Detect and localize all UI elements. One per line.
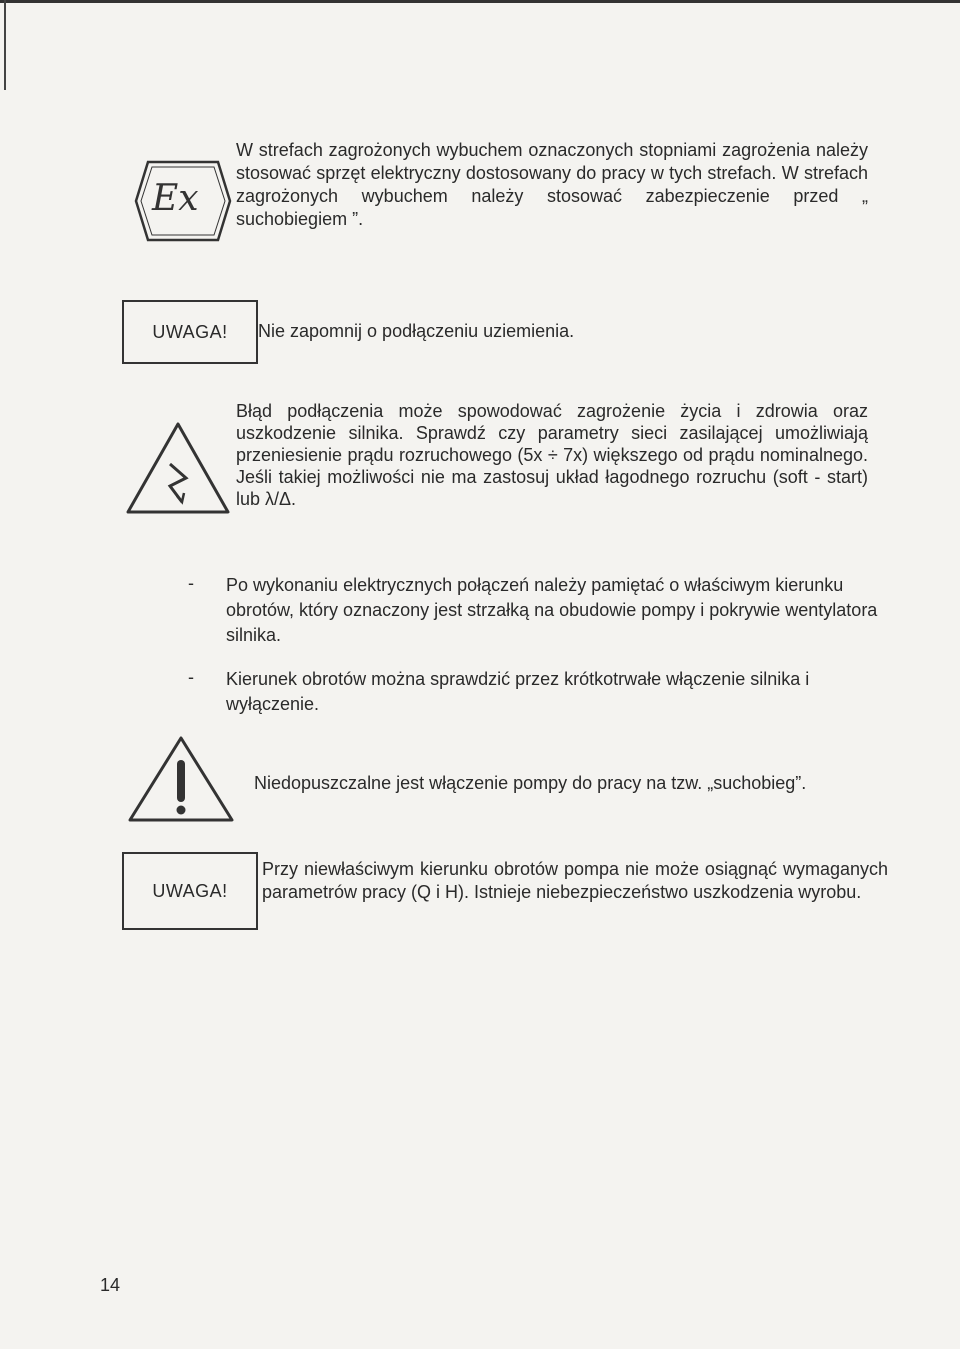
left-border-line [4, 0, 6, 90]
warning-text-2: Przy niewłaściwym kierunku obrotów pompa nie może osiągnąć wymaganych parametrów pracy (Q i H). Istnieje niebezpieczeństwo uszkodzenia wyrobu. [262, 859, 888, 902]
exclamation-warning-icon [126, 734, 236, 824]
top-border-line [0, 0, 960, 3]
page-number: 14 [100, 1275, 121, 1295]
warning-text: Nie zapomnij o podłączeniu uziemienia. [258, 321, 575, 341]
ex-icon-label: Ex [152, 178, 199, 219]
list-bullet-2: - [188, 667, 194, 687]
ex-paragraph: W strefach zagrożonych wybuchem oznaczonych stopniami zagrożenia należy stosować sprzęt elektryczny dostosowany do pracy w tych strefach. W strefach zagrożonych wybuchem należy stosować zabezpieczenie przed „ suchobiegiem ”. [236, 140, 868, 229]
caution-text: Niedopuszczalne jest włączenie pompy do pracy na tzw. „suchobieg”. [254, 773, 807, 793]
high-voltage-warning-icon [124, 420, 232, 516]
list-item-1: Po wykonaniu elektrycznych połączeń należy pamiętać o właściwym kierunku obrotów, który oznaczony jest strzałką na obudowie pompy i pokrywie wentylatora silnika. [226, 575, 878, 645]
electrical-paragraph: Błąd podłączenia może spowodować zagrożenie życia i zdrowia oraz uszkodzenie silnika. Sprawdź czy parametry sieci zasilającej umożliwiają przeniesienie prądu rozruchowego (5x ÷ 7x) większego od prądu nominalnego. Jeśli takiej możliwości nie ma zastosuj układ łagodnego rozruchu (soft - start) lub λ/Δ. [236, 401, 868, 509]
warning-label-box: UWAGA! [122, 300, 258, 364]
list-bullet-1: - [188, 573, 194, 593]
list-item-2: Kierunek obrotów można sprawdzić przez krótkotrwałe włączenie silnika i wyłączenie. [226, 669, 810, 714]
warning-label-box-2: UWAGA! [122, 852, 258, 930]
